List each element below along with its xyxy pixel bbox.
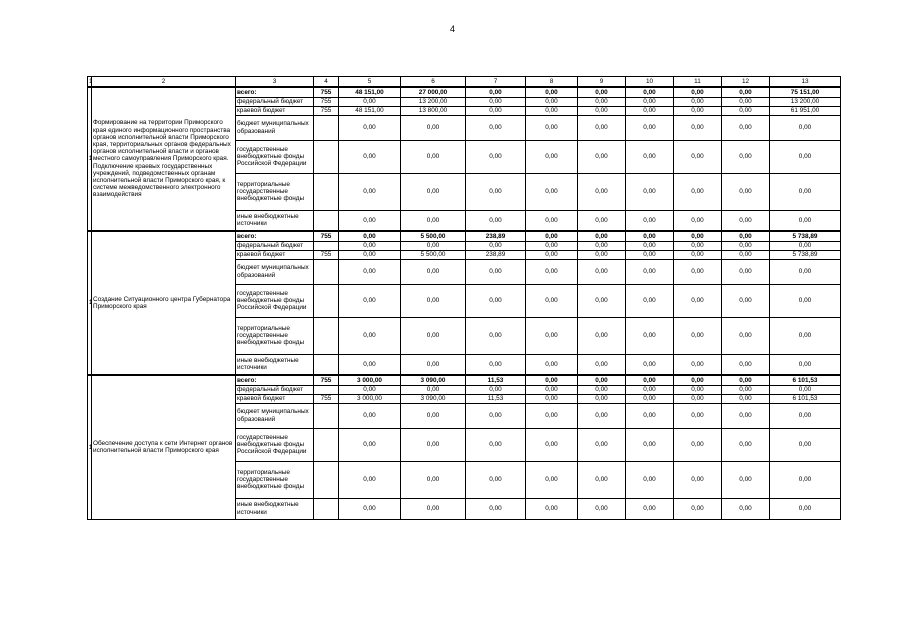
budget-code: 755 xyxy=(314,87,339,97)
year-value: 0,00 xyxy=(722,250,770,259)
year-value: 0,00 xyxy=(339,403,401,428)
column-header: 9 xyxy=(578,77,626,88)
total-value: 0,00 xyxy=(770,259,841,284)
year-value: 0,00 xyxy=(339,97,401,106)
year-value: 0,00 xyxy=(674,498,722,519)
year-value: 0,00 xyxy=(578,394,626,403)
year-value: 0,00 xyxy=(401,354,466,375)
year-value: 0,00 xyxy=(674,231,722,241)
year-value: 0,00 xyxy=(578,241,626,250)
year-value: 0,00 xyxy=(526,115,578,140)
year-value: 0,00 xyxy=(339,241,401,250)
year-value: 0,00 xyxy=(526,428,578,461)
year-value: 0,00 xyxy=(526,97,578,106)
year-value: 0,00 xyxy=(722,461,770,498)
year-value: 0,00 xyxy=(339,250,401,259)
year-value: 0,00 xyxy=(626,428,674,461)
year-value: 0,00 xyxy=(526,259,578,284)
total-value: 0,00 xyxy=(770,140,841,173)
year-value: 0,00 xyxy=(578,97,626,106)
funding-source: территориальные государственные внебюджетные фонды xyxy=(236,317,314,354)
year-value: 0,00 xyxy=(466,284,526,317)
year-value: 0,00 xyxy=(674,173,722,210)
year-value: 0,00 xyxy=(578,106,626,115)
year-value: 0,00 xyxy=(466,106,526,115)
year-value: 0,00 xyxy=(722,375,770,385)
year-value: 0,00 xyxy=(339,385,401,394)
table-row xyxy=(88,231,841,241)
year-value: 0,00 xyxy=(626,385,674,394)
year-value: 0,00 xyxy=(578,317,626,354)
total-value: 75 151,00 xyxy=(770,87,841,97)
total-value: 6 101,53 xyxy=(770,375,841,385)
year-value: 0,00 xyxy=(526,498,578,519)
year-value: 13 800,00 xyxy=(401,106,466,115)
page-number: 4 xyxy=(449,24,455,34)
year-value: 0,00 xyxy=(401,259,466,284)
year-value: 0,00 xyxy=(401,498,466,519)
section-name: Обеспечение доступа к сети Интернет органов исполнительной власти Приморского края xyxy=(92,375,236,519)
budget-code: 755 xyxy=(314,106,339,115)
year-value: 0,00 xyxy=(466,317,526,354)
budget-code xyxy=(314,259,339,284)
funding-source: всего: xyxy=(236,87,314,97)
budget-code: 755 xyxy=(314,394,339,403)
year-value: 0,00 xyxy=(674,354,722,375)
funding-source: бюджет муниципальных образований xyxy=(236,115,314,140)
total-value: 5 738,89 xyxy=(770,231,841,241)
year-value: 0,00 xyxy=(722,284,770,317)
year-value: 0,00 xyxy=(578,403,626,428)
year-value: 0,00 xyxy=(526,173,578,210)
year-value: 3 000,00 xyxy=(339,394,401,403)
funding-source: краевой бюджет xyxy=(236,394,314,403)
year-value: 0,00 xyxy=(722,259,770,284)
year-value: 0,00 xyxy=(401,210,466,231)
year-value: 0,00 xyxy=(526,394,578,403)
year-value: 11,53 xyxy=(466,375,526,385)
year-value: 0,00 xyxy=(526,461,578,498)
year-value: 0,00 xyxy=(466,428,526,461)
year-value: 0,00 xyxy=(674,115,722,140)
year-value: 0,00 xyxy=(466,259,526,284)
total-value: 13 200,00 xyxy=(770,97,841,106)
year-value: 0,00 xyxy=(466,173,526,210)
year-value: 0,00 xyxy=(674,97,722,106)
funding-source: иные внебюджетные источники xyxy=(236,354,314,375)
year-value: 0,00 xyxy=(401,317,466,354)
year-value: 0,00 xyxy=(626,461,674,498)
year-value: 0,00 xyxy=(401,403,466,428)
year-value: 0,00 xyxy=(674,317,722,354)
year-value: 0,00 xyxy=(722,428,770,461)
year-value: 0,00 xyxy=(722,97,770,106)
year-value: 0,00 xyxy=(466,498,526,519)
year-value: 0,00 xyxy=(339,210,401,231)
table-row xyxy=(88,87,841,97)
year-value: 0,00 xyxy=(674,461,722,498)
total-value: 0,00 xyxy=(770,173,841,210)
year-value: 0,00 xyxy=(339,259,401,284)
year-value: 0,00 xyxy=(339,231,401,241)
year-value: 0,00 xyxy=(578,231,626,241)
year-value: 0,00 xyxy=(578,428,626,461)
year-value: 0,00 xyxy=(722,140,770,173)
column-header: 3 xyxy=(236,77,314,88)
year-value: 0,00 xyxy=(401,284,466,317)
total-value: 61 951,00 xyxy=(770,106,841,115)
column-header: 8 xyxy=(526,77,578,88)
funding-source: территориальные государственные внебюджетные фонды xyxy=(236,461,314,498)
budget-code xyxy=(314,461,339,498)
year-value: 0,00 xyxy=(674,106,722,115)
year-value: 0,00 xyxy=(466,354,526,375)
year-value: 0,00 xyxy=(626,317,674,354)
table-row xyxy=(88,375,841,385)
total-value: 6 101,53 xyxy=(770,394,841,403)
year-value: 238,89 xyxy=(466,231,526,241)
funding-source: федеральный бюджет xyxy=(236,241,314,250)
year-value: 0,00 xyxy=(722,173,770,210)
funding-source: иные внебюджетные источники xyxy=(236,498,314,519)
year-value: 0,00 xyxy=(674,385,722,394)
column-header: 13 xyxy=(770,77,841,88)
year-value: 0,00 xyxy=(626,403,674,428)
year-value: 0,00 xyxy=(722,403,770,428)
year-value: 0,00 xyxy=(339,173,401,210)
year-value: 0,00 xyxy=(578,173,626,210)
year-value: 0,00 xyxy=(339,498,401,519)
column-header: 4 xyxy=(314,77,339,88)
year-value: 0,00 xyxy=(626,140,674,173)
total-value: 0,00 xyxy=(770,210,841,231)
total-value: 0,00 xyxy=(770,403,841,428)
year-value: 0,00 xyxy=(674,428,722,461)
budget-code xyxy=(314,140,339,173)
year-value: 0,00 xyxy=(526,106,578,115)
year-value: 0,00 xyxy=(722,115,770,140)
table-header-row xyxy=(88,77,841,88)
budget-code xyxy=(314,403,339,428)
year-value: 0,00 xyxy=(339,428,401,461)
year-value: 0,00 xyxy=(578,115,626,140)
year-value: 27 000,00 xyxy=(401,87,466,97)
year-value: 48 151,00 xyxy=(339,87,401,97)
year-value: 0,00 xyxy=(674,284,722,317)
budget-code: 755 xyxy=(314,97,339,106)
year-value: 0,00 xyxy=(722,231,770,241)
year-value: 0,00 xyxy=(578,461,626,498)
budget-code xyxy=(314,115,339,140)
budget-code: 755 xyxy=(314,231,339,241)
year-value: 0,00 xyxy=(466,403,526,428)
year-value: 0,00 xyxy=(578,87,626,97)
year-value: 0,00 xyxy=(526,354,578,375)
year-value: 0,00 xyxy=(401,428,466,461)
year-value: 0,00 xyxy=(722,385,770,394)
year-value: 0,00 xyxy=(339,284,401,317)
total-value: 0,00 xyxy=(770,498,841,519)
total-value: 0,00 xyxy=(770,115,841,140)
year-value: 0,00 xyxy=(401,241,466,250)
year-value: 0,00 xyxy=(626,231,674,241)
year-value: 0,00 xyxy=(526,250,578,259)
column-header: 10 xyxy=(626,77,674,88)
year-value: 0,00 xyxy=(578,250,626,259)
year-value: 0,00 xyxy=(466,87,526,97)
year-value: 0,00 xyxy=(674,241,722,250)
funding-source: федеральный бюджет xyxy=(236,97,314,106)
year-value: 0,00 xyxy=(626,375,674,385)
budget-code: 755 xyxy=(314,375,339,385)
budget-code xyxy=(314,210,339,231)
funding-source: государственные внебюджетные фонды Российской Федерации xyxy=(236,428,314,461)
year-value: 0,00 xyxy=(674,375,722,385)
funding-source: бюджет муниципальных образований xyxy=(236,259,314,284)
year-value: 0,00 xyxy=(339,354,401,375)
budget-code xyxy=(314,241,339,250)
year-value: 0,00 xyxy=(466,140,526,173)
year-value: 0,00 xyxy=(674,250,722,259)
year-value: 0,00 xyxy=(722,317,770,354)
funding-source: краевой бюджет xyxy=(236,106,314,115)
year-value: 0,00 xyxy=(526,385,578,394)
year-value: 5 500,00 xyxy=(401,250,466,259)
year-value: 0,00 xyxy=(722,87,770,97)
year-value: 0,00 xyxy=(526,210,578,231)
budget-code xyxy=(314,284,339,317)
budget-code xyxy=(314,428,339,461)
year-value: 0,00 xyxy=(466,241,526,250)
year-value: 0,00 xyxy=(674,210,722,231)
year-value: 11,53 xyxy=(466,394,526,403)
funding-source: государственные внебюджетные фонды Российской Федерации xyxy=(236,140,314,173)
year-value: 3 000,00 xyxy=(339,375,401,385)
column-header: 2 xyxy=(92,77,236,88)
year-value: 0,00 xyxy=(526,140,578,173)
total-value: 5 738,89 xyxy=(770,250,841,259)
funding-source: территориальные государственные внебюджетные фонды xyxy=(236,173,314,210)
year-value: 0,00 xyxy=(401,140,466,173)
total-value: 0,00 xyxy=(770,461,841,498)
funding-source: всего: xyxy=(236,375,314,385)
year-value: 0,00 xyxy=(578,140,626,173)
year-value: 0,00 xyxy=(578,354,626,375)
year-value: 0,00 xyxy=(466,385,526,394)
column-header: 5 xyxy=(339,77,401,88)
year-value: 0,00 xyxy=(722,498,770,519)
budget-code xyxy=(314,173,339,210)
funding-source: краевой бюджет xyxy=(236,250,314,259)
column-header: 11 xyxy=(674,77,722,88)
year-value: 0,00 xyxy=(626,498,674,519)
year-value: 0,00 xyxy=(722,354,770,375)
year-value: 0,00 xyxy=(578,259,626,284)
year-value: 48 151,00 xyxy=(339,106,401,115)
total-value: 0,00 xyxy=(770,385,841,394)
year-value: 0,00 xyxy=(526,87,578,97)
budget-table xyxy=(87,76,841,520)
year-value: 0,00 xyxy=(339,317,401,354)
year-value: 0,00 xyxy=(722,394,770,403)
year-value: 0,00 xyxy=(339,461,401,498)
budget-code xyxy=(314,354,339,375)
year-value: 238,89 xyxy=(466,250,526,259)
year-value: 0,00 xyxy=(626,115,674,140)
section-name: Создание Ситуационного центра Губернатора Приморского края xyxy=(92,231,236,375)
year-value: 0,00 xyxy=(674,259,722,284)
year-value: 0,00 xyxy=(674,140,722,173)
year-value: 0,00 xyxy=(526,375,578,385)
year-value: 0,00 xyxy=(466,97,526,106)
total-value: 0,00 xyxy=(770,317,841,354)
year-value: 3 090,00 xyxy=(401,394,466,403)
year-value: 0,00 xyxy=(578,385,626,394)
column-header: 6 xyxy=(401,77,466,88)
budget-code xyxy=(314,498,339,519)
year-value: 0,00 xyxy=(578,284,626,317)
year-value: 0,00 xyxy=(578,375,626,385)
year-value: 0,00 xyxy=(526,403,578,428)
year-value: 0,00 xyxy=(722,241,770,250)
year-value: 0,00 xyxy=(578,210,626,231)
year-value: 0,00 xyxy=(674,403,722,428)
year-value: 0,00 xyxy=(674,394,722,403)
year-value: 0,00 xyxy=(466,210,526,231)
year-value: 0,00 xyxy=(526,241,578,250)
year-value: 0,00 xyxy=(722,210,770,231)
funding-source: бюджет муниципальных образований xyxy=(236,403,314,428)
year-value: 0,00 xyxy=(466,115,526,140)
year-value: 0,00 xyxy=(401,115,466,140)
column-header: 12 xyxy=(722,77,770,88)
year-value: 0,00 xyxy=(626,241,674,250)
funding-source: всего: xyxy=(236,231,314,241)
funding-source: государственные внебюджетные фонды Российской Федерации xyxy=(236,284,314,317)
year-value: 0,00 xyxy=(526,231,578,241)
year-value: 0,00 xyxy=(626,173,674,210)
year-value: 0,00 xyxy=(401,385,466,394)
total-value: 0,00 xyxy=(770,284,841,317)
year-value: 0,00 xyxy=(722,106,770,115)
year-value: 0,00 xyxy=(578,498,626,519)
total-value: 0,00 xyxy=(770,354,841,375)
budget-code: 755 xyxy=(314,250,339,259)
year-value: 0,00 xyxy=(401,461,466,498)
year-value: 0,00 xyxy=(339,140,401,173)
year-value: 0,00 xyxy=(339,115,401,140)
year-value: 0,00 xyxy=(626,106,674,115)
section-name: Формирование на территории Приморского края единого информационного пространства органов исполнительной власти Приморского края, территориальных органов федеральных органов исполнительной власти и органов местного самоуправления Приморского края. Подключение краевых государственных учреждений, подведомственных органам исполнительной власти Приморского края, к системе межведомственного электронного взаимодействия xyxy=(92,87,236,231)
year-value: 0,00 xyxy=(626,87,674,97)
funding-source: федеральный бюджет xyxy=(236,385,314,394)
year-value: 0,00 xyxy=(626,259,674,284)
year-value: 3 090,00 xyxy=(401,375,466,385)
year-value: 0,00 xyxy=(626,394,674,403)
year-value: 0,00 xyxy=(626,250,674,259)
budget-code xyxy=(314,385,339,394)
total-value: 0,00 xyxy=(770,428,841,461)
year-value: 0,00 xyxy=(626,97,674,106)
budget-code xyxy=(314,317,339,354)
year-value: 0,00 xyxy=(526,284,578,317)
column-header: 7 xyxy=(466,77,526,88)
year-value: 0,00 xyxy=(626,284,674,317)
year-value: 13 200,00 xyxy=(401,97,466,106)
year-value: 5 500,00 xyxy=(401,231,466,241)
funding-source: иные внебюджетные источники xyxy=(236,210,314,231)
year-value: 0,00 xyxy=(401,173,466,210)
year-value: 0,00 xyxy=(466,461,526,498)
year-value: 0,00 xyxy=(674,87,722,97)
year-value: 0,00 xyxy=(526,317,578,354)
year-value: 0,00 xyxy=(626,210,674,231)
total-value: 0,00 xyxy=(770,241,841,250)
year-value: 0,00 xyxy=(626,354,674,375)
